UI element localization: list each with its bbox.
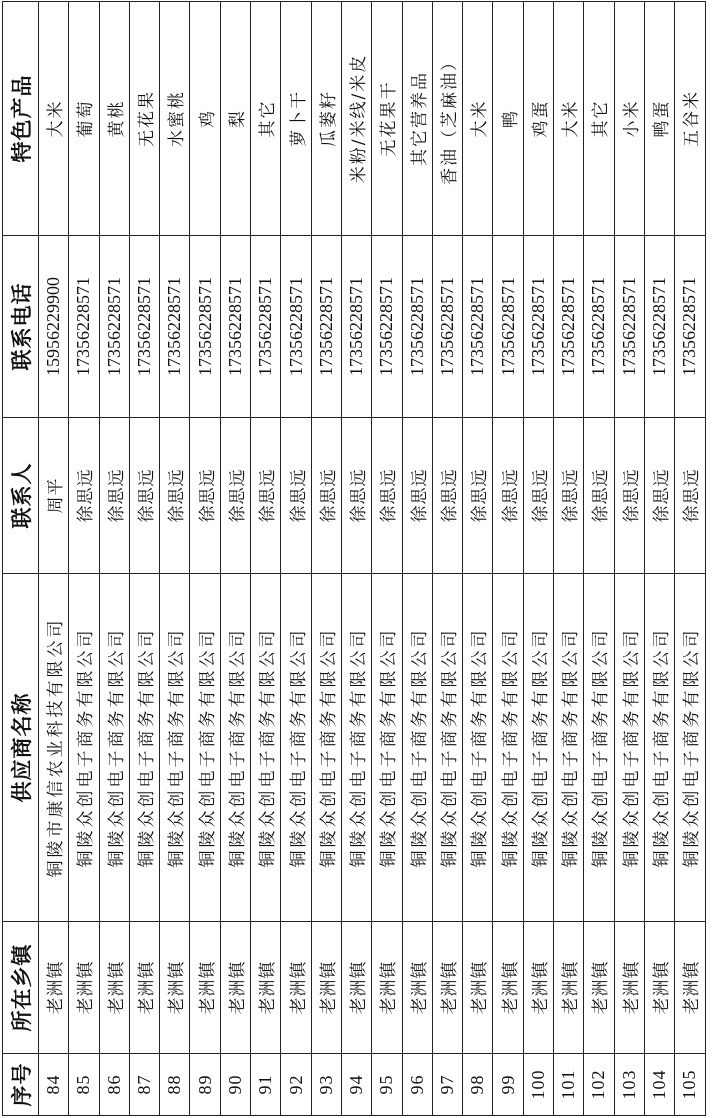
table-row <box>463 2 493 1116</box>
cell-phone: 15956229900 <box>39 236 69 418</box>
table-row <box>281 2 311 1116</box>
table-row <box>523 2 553 1116</box>
cell-product: 小米 <box>614 2 644 236</box>
cell-contact: 徐思远 <box>160 418 190 574</box>
cell-phone: 17356228571 <box>523 236 553 418</box>
cell-phone: 17356228571 <box>281 236 311 418</box>
cell-product: 大米 <box>39 2 69 236</box>
cell-phone: 17356228571 <box>644 236 674 418</box>
cell-contact: 徐思远 <box>584 418 614 574</box>
cell-supplier: 铜陵众创电子商务有限公司 <box>554 574 584 922</box>
cell-no: 98 <box>463 1054 493 1116</box>
cell-supplier: 铜陵众创电子商务有限公司 <box>463 574 493 922</box>
cell-no: 91 <box>251 1054 281 1116</box>
table-row <box>554 2 584 1116</box>
cell-supplier: 铜陵众创电子商务有限公司 <box>614 574 644 922</box>
table-row <box>251 2 281 1116</box>
cell-product: 大米 <box>463 2 493 236</box>
table-row <box>341 2 371 1116</box>
table-row <box>160 2 190 1116</box>
cell-phone: 17356228571 <box>69 236 99 418</box>
cell-town: 老洲镇 <box>190 922 220 1054</box>
cell-no: 105 <box>675 1054 705 1116</box>
cell-phone: 17356228571 <box>493 236 523 418</box>
cell-no: 104 <box>644 1054 674 1116</box>
table-row <box>99 2 129 1116</box>
cell-product: 鸭蛋 <box>644 2 674 236</box>
cell-supplier: 铜陵众创电子商务有限公司 <box>493 574 523 922</box>
cell-no: 87 <box>129 1054 159 1116</box>
cell-supplier: 铜陵众创电子商务有限公司 <box>160 574 190 922</box>
cell-product: 梨 <box>220 2 250 236</box>
cell-contact: 徐思远 <box>554 418 584 574</box>
table-row <box>402 2 432 1116</box>
cell-town: 老洲镇 <box>39 922 69 1054</box>
cell-town: 老洲镇 <box>584 922 614 1054</box>
cell-phone: 17356228571 <box>311 236 341 418</box>
cell-supplier: 铜陵众创电子商务有限公司 <box>432 574 462 922</box>
cell-no: 96 <box>402 1054 432 1116</box>
table-header <box>3 2 39 1116</box>
table-row <box>432 2 462 1116</box>
cell-phone: 17356228571 <box>614 236 644 418</box>
cell-product: 鸭 <box>493 2 523 236</box>
cell-supplier: 铜陵众创电子商务有限公司 <box>341 574 371 922</box>
cell-phone: 17356228571 <box>584 236 614 418</box>
cell-town: 老洲镇 <box>463 922 493 1054</box>
header-contact: 联系人 <box>3 418 39 574</box>
cell-town: 老洲镇 <box>251 922 281 1054</box>
cell-contact: 徐思远 <box>614 418 644 574</box>
cell-supplier: 铜陵众创电子商务有限公司 <box>311 574 341 922</box>
cell-contact: 徐思远 <box>372 418 402 574</box>
cell-no: 86 <box>99 1054 129 1116</box>
cell-contact: 徐思远 <box>523 418 553 574</box>
cell-no: 97 <box>432 1054 462 1116</box>
header-phone: 联系电话 <box>3 236 39 418</box>
cell-town: 老洲镇 <box>372 922 402 1054</box>
cell-contact: 徐思远 <box>432 418 462 574</box>
table-row <box>614 2 644 1116</box>
cell-no: 103 <box>614 1054 644 1116</box>
table-row <box>39 2 69 1116</box>
cell-town: 老洲镇 <box>160 922 190 1054</box>
cell-supplier: 铜陵众创电子商务有限公司 <box>644 574 674 922</box>
cell-supplier: 铜陵众创电子商务有限公司 <box>251 574 281 922</box>
table-row <box>372 2 402 1116</box>
cell-product: 黄桃 <box>99 2 129 236</box>
cell-contact: 徐思远 <box>311 418 341 574</box>
cell-contact: 徐思远 <box>220 418 250 574</box>
cell-phone: 17356228571 <box>129 236 159 418</box>
cell-contact: 徐思远 <box>251 418 281 574</box>
cell-supplier: 铜陵众创电子商务有限公司 <box>281 574 311 922</box>
cell-phone: 17356228571 <box>372 236 402 418</box>
cell-contact: 徐思远 <box>493 418 523 574</box>
header-no: 序号 <box>3 1054 39 1116</box>
cell-supplier: 铜陵众创电子商务有限公司 <box>99 574 129 922</box>
cell-contact: 徐思远 <box>644 418 674 574</box>
cell-product: 鸡 <box>190 2 220 236</box>
table-body <box>39 2 706 1116</box>
cell-product: 瓜蒌籽 <box>311 2 341 236</box>
cell-supplier: 铜陵众创电子商务有限公司 <box>523 574 553 922</box>
cell-town: 老洲镇 <box>644 922 674 1054</box>
cell-supplier: 铜陵众创电子商务有限公司 <box>372 574 402 922</box>
header-row <box>3 2 39 1116</box>
table-row <box>644 2 674 1116</box>
cell-product: 米粉/米线/米皮 <box>341 2 371 236</box>
table-row <box>69 2 99 1116</box>
table-row <box>584 2 614 1116</box>
cell-product: 其它 <box>251 2 281 236</box>
cell-town: 老洲镇 <box>554 922 584 1054</box>
table-row <box>493 2 523 1116</box>
cell-town: 老洲镇 <box>311 922 341 1054</box>
header-town: 所在乡镇 <box>3 922 39 1054</box>
cell-no: 102 <box>584 1054 614 1116</box>
cell-town: 老洲镇 <box>614 922 644 1054</box>
cell-no: 101 <box>554 1054 584 1116</box>
cell-no: 100 <box>523 1054 553 1116</box>
cell-contact: 周平 <box>39 418 69 574</box>
cell-town: 老洲镇 <box>523 922 553 1054</box>
cell-phone: 17356228571 <box>160 236 190 418</box>
cell-no: 85 <box>69 1054 99 1116</box>
supplier-table <box>2 1 706 1116</box>
cell-contact: 徐思远 <box>281 418 311 574</box>
cell-phone: 17356228571 <box>675 236 705 418</box>
cell-town: 老洲镇 <box>402 922 432 1054</box>
cell-contact: 徐思远 <box>69 418 99 574</box>
cell-contact: 徐思远 <box>129 418 159 574</box>
cell-supplier: 铜陵众创电子商务有限公司 <box>129 574 159 922</box>
cell-phone: 17356228571 <box>99 236 129 418</box>
cell-no: 84 <box>39 1054 69 1116</box>
cell-town: 老洲镇 <box>432 922 462 1054</box>
cell-phone: 17356228571 <box>341 236 371 418</box>
cell-no: 94 <box>341 1054 371 1116</box>
table-row <box>220 2 250 1116</box>
table-row <box>311 2 341 1116</box>
cell-phone: 17356228571 <box>190 236 220 418</box>
header-product: 特色产品 <box>3 2 39 236</box>
cell-supplier: 铜陵众创电子商务有限公司 <box>220 574 250 922</box>
cell-no: 90 <box>220 1054 250 1116</box>
cell-town: 老洲镇 <box>69 922 99 1054</box>
header-supplier: 供应商名称 <box>3 574 39 922</box>
cell-product: 水蜜桃 <box>160 2 190 236</box>
cell-supplier: 铜陵众创电子商务有限公司 <box>584 574 614 922</box>
cell-product: 葡萄 <box>69 2 99 236</box>
cell-supplier: 铜陵众创电子商务有限公司 <box>69 574 99 922</box>
cell-product: 鸡蛋 <box>523 2 553 236</box>
table-row <box>675 2 705 1116</box>
cell-phone: 17356228571 <box>463 236 493 418</box>
cell-no: 95 <box>372 1054 402 1116</box>
cell-product: 萝卜干 <box>281 2 311 236</box>
cell-town: 老洲镇 <box>129 922 159 1054</box>
cell-no: 99 <box>493 1054 523 1116</box>
cell-phone: 17356228571 <box>402 236 432 418</box>
table-row <box>190 2 220 1116</box>
cell-phone: 17356228571 <box>432 236 462 418</box>
cell-town: 老洲镇 <box>281 922 311 1054</box>
cell-supplier: 铜陵众创电子商务有限公司 <box>675 574 705 922</box>
cell-contact: 徐思远 <box>99 418 129 574</box>
cell-product: 五谷米 <box>675 2 705 236</box>
cell-no: 89 <box>190 1054 220 1116</box>
cell-no: 93 <box>311 1054 341 1116</box>
cell-contact: 徐思远 <box>463 418 493 574</box>
cell-contact: 徐思远 <box>675 418 705 574</box>
cell-town: 老洲镇 <box>341 922 371 1054</box>
cell-contact: 徐思远 <box>341 418 371 574</box>
cell-town: 老洲镇 <box>493 922 523 1054</box>
cell-town: 老洲镇 <box>675 922 705 1054</box>
cell-contact: 徐思远 <box>402 418 432 574</box>
cell-product: 无花果干 <box>372 2 402 236</box>
cell-town: 老洲镇 <box>99 922 129 1054</box>
cell-product: 香油（芝麻油） <box>432 2 462 236</box>
cell-town: 老洲镇 <box>220 922 250 1054</box>
cell-supplier: 铜陵众创电子商务有限公司 <box>190 574 220 922</box>
cell-supplier: 铜陵众创电子商务有限公司 <box>402 574 432 922</box>
cell-phone: 17356228571 <box>251 236 281 418</box>
cell-product: 大米 <box>554 2 584 236</box>
cell-no: 92 <box>281 1054 311 1116</box>
cell-product: 其它营养品 <box>402 2 432 236</box>
cell-phone: 17356228571 <box>554 236 584 418</box>
cell-no: 88 <box>160 1054 190 1116</box>
cell-contact: 徐思远 <box>190 418 220 574</box>
cell-product: 其它 <box>584 2 614 236</box>
cell-supplier: 铜陵市康信农业科技有限公司 <box>39 574 69 922</box>
cell-phone: 17356228571 <box>220 236 250 418</box>
cell-product: 无花果 <box>129 2 159 236</box>
table-row <box>129 2 159 1116</box>
